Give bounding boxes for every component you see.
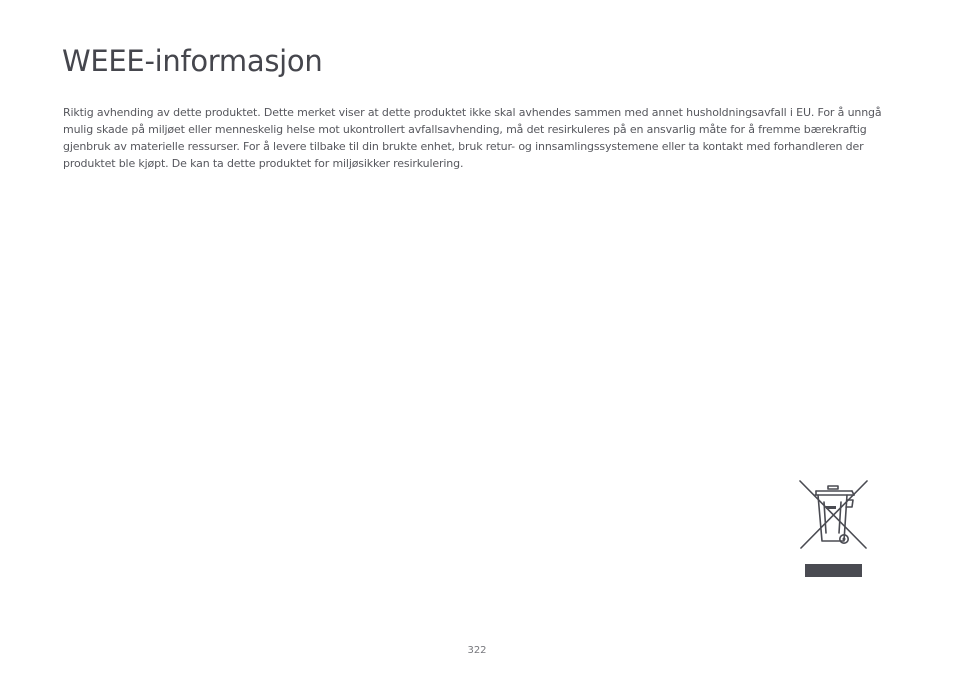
- weee-paragraph: Riktig avhending av dette produktet. Dette merket viser at dette produktet ikke skal avhendes sammen med annet husholdningsavfall i EU. For å unngå mulig skade på miljøet eller menneskelig helse mot ukontrollert avfallsavhending, må det resirkuleres på en ansvarlig måte for å fremme bærekraftig gjenbruk av materielle ressurser. For å levere tilbake til din brukte enhet, bruk retur- og innsamlingssystemene eller ta kontakt med forhandleren der produktet ble kjøpt. De kan ta dette produktet for miljøsikker resirkulering.: [63, 106, 882, 170]
- page-title: WEEE-informasjon: [62, 44, 323, 78]
- weee-symbol: [796, 478, 872, 580]
- page-number: 322: [467, 645, 487, 656]
- crossed-out-wheelie-bin-icon: [796, 478, 872, 580]
